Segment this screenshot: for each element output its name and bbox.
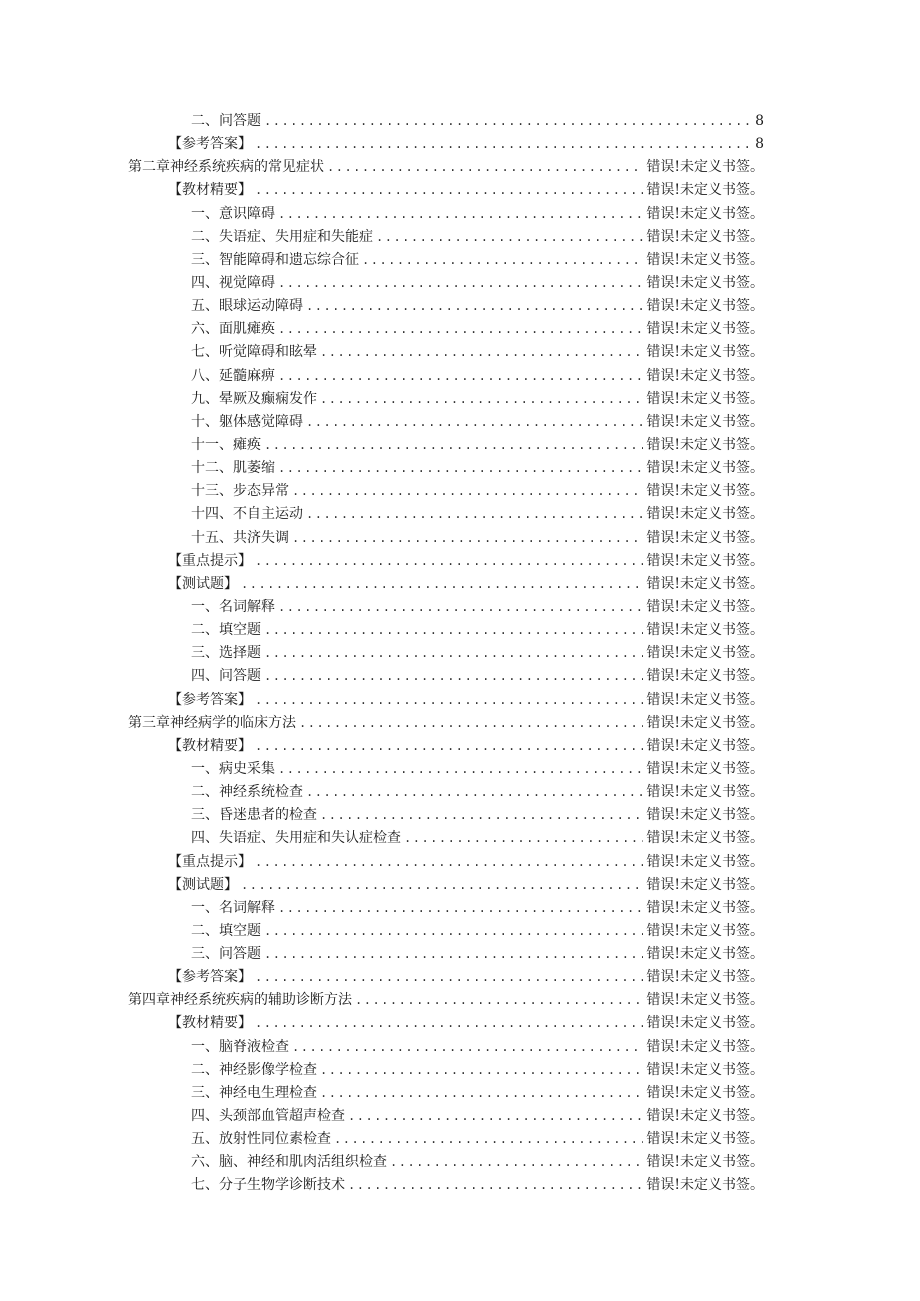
toc-entry-title: 【重点提示】 (168, 853, 252, 870)
toc-entry[interactable] (128, 596, 764, 619)
toc-dot-leader (348, 1105, 643, 1128)
toc-entry-page: 错误!未定义书签。 (646, 714, 764, 731)
toc-dot-leader (320, 1059, 643, 1082)
toc-entry-title: 【测试题】 (168, 876, 238, 893)
toc-dot-leader (264, 110, 752, 133)
toc-entry-title: 二、失语症、失用症和失能症 (191, 228, 373, 245)
toc-entry-page: 错误!未定义书签。 (646, 1108, 764, 1125)
toc-entry[interactable] (128, 897, 764, 920)
toc-dot-leader (255, 689, 643, 712)
toc-entry-page: 错误!未定义书签。 (646, 436, 764, 453)
toc-entry-page: 错误!未定义书签。 (646, 645, 764, 662)
toc-entry-page: 错误!未定义书签。 (646, 413, 764, 430)
toc-entry-title: 四、视觉障碍 (191, 274, 275, 291)
toc-entry-title: 四、失语症、失用症和失认症检查 (191, 830, 401, 847)
toc-entry[interactable] (128, 434, 764, 457)
toc-entry-title: 三、问答题 (191, 946, 261, 963)
toc-entry[interactable] (128, 804, 764, 827)
toc-dot-leader (278, 897, 643, 920)
toc-entry-title: 二、填空题 (191, 922, 261, 939)
toc-entry-title: 四、问答题 (191, 668, 261, 685)
toc-entry-page: 错误!未定义书签。 (646, 575, 764, 592)
toc-dot-leader (292, 527, 643, 550)
toc-entry-title: 一、病史采集 (191, 760, 275, 777)
toc-entry-title: 三、昏迷患者的检查 (191, 807, 317, 824)
toc-entry-title: 二、问答题 (191, 113, 261, 129)
toc-entry-page: 错误!未定义书签。 (646, 622, 764, 639)
toc-entry[interactable] (128, 411, 764, 434)
toc-entry-page: 错误!未定义书签。 (646, 1061, 764, 1078)
toc-dot-leader (320, 341, 643, 364)
toc-entry[interactable] (128, 341, 764, 364)
toc-entry[interactable] (128, 457, 764, 480)
toc-entry-title: 八、延髓麻痹 (191, 367, 275, 384)
toc-entry-title: 五、眼球运动障碍 (191, 298, 303, 315)
toc-entry[interactable] (128, 527, 764, 550)
toc-dot-leader (306, 781, 643, 804)
toc-entry-page: 错误!未定义书签。 (646, 1038, 764, 1055)
toc-entry-page: 错误!未定义书签。 (646, 876, 764, 893)
toc-dot-leader (241, 573, 643, 596)
toc-entry-title: 四、头颈部血管超声检查 (191, 1108, 345, 1125)
toc-entry[interactable] (128, 1082, 764, 1105)
toc-entry-title: 六、脑、神经和肌肉活组织检查 (191, 1154, 387, 1171)
toc-dot-leader (278, 758, 643, 781)
toc-entry[interactable] (128, 480, 764, 503)
toc-dot-leader (264, 943, 643, 966)
toc-dot-leader (306, 411, 643, 434)
toc-dot-leader (404, 827, 643, 850)
table-of-contents (128, 110, 764, 1198)
toc-entry-title: 十、躯体感觉障碍 (191, 413, 303, 430)
toc-entry[interactable] (128, 179, 764, 202)
toc-dot-leader (299, 712, 643, 735)
toc-entry-title: 十二、肌萎缩 (191, 460, 275, 477)
toc-dot-leader (241, 874, 643, 897)
toc-dot-leader (390, 1151, 643, 1174)
toc-entry[interactable] (128, 1151, 764, 1174)
toc-entry[interactable] (128, 712, 764, 735)
toc-entry[interactable] (128, 1059, 764, 1082)
toc-dot-leader (278, 596, 643, 619)
toc-entry-title: 七、听觉障碍和眩晕 (191, 344, 317, 361)
toc-entry-title: 一、意识障碍 (191, 205, 275, 222)
toc-entry-page: 8 (755, 136, 764, 153)
toc-entry-page: 错误!未定义书签。 (646, 598, 764, 615)
toc-entry-title: 十四、不自主运动 (191, 506, 303, 523)
toc-entry-page: 错误!未定义书签。 (646, 830, 764, 847)
toc-entry-title: 【参考答案】 (168, 969, 252, 986)
toc-entry-page: 错误!未定义书签。 (646, 1177, 764, 1194)
toc-dot-leader (334, 1128, 643, 1151)
toc-entry-title: 第四章神经系统疾病的辅助诊断方法 (128, 992, 352, 1009)
toc-entry[interactable] (128, 689, 764, 712)
toc-entry-page: 错误!未定义书签。 (646, 182, 764, 199)
toc-entry-page: 错误!未定义书签。 (646, 529, 764, 546)
toc-entry-title: 一、名词解释 (191, 598, 275, 615)
toc-entry[interactable] (128, 550, 764, 573)
toc-dot-leader (278, 457, 643, 480)
toc-entry-title: 三、神经电生理检查 (191, 1084, 317, 1101)
toc-entry-page: 错误!未定义书签。 (646, 251, 764, 268)
toc-entry-page: 错误!未定义书签。 (646, 298, 764, 315)
toc-entry-page: 错误!未定义书签。 (646, 390, 764, 407)
toc-entry[interactable] (128, 781, 764, 804)
toc-entry-page: 错误!未定义书签。 (646, 367, 764, 384)
toc-dot-leader (292, 480, 643, 503)
toc-entry[interactable] (128, 156, 764, 179)
toc-entry-title: 十五、共济失调 (191, 529, 289, 546)
toc-dot-leader (255, 133, 752, 156)
toc-dot-leader (306, 503, 643, 526)
toc-entry-title: 九、晕厥及癫痫发作 (191, 390, 317, 407)
toc-entry[interactable] (128, 920, 764, 943)
toc-entry-title: 【教材精要】 (168, 182, 252, 199)
toc-entry-page: 错误!未定义书签。 (646, 506, 764, 523)
toc-dot-leader (255, 851, 643, 874)
toc-entry-page: 错误!未定义书签。 (646, 691, 764, 708)
toc-entry-title: 六、面肌瘫痪 (191, 321, 275, 338)
toc-dot-leader (278, 365, 643, 388)
toc-entry[interactable] (128, 318, 764, 341)
toc-entry-title: 十一、瘫痪 (191, 436, 261, 453)
toc-entry[interactable] (128, 851, 764, 874)
toc-entry-page: 错误!未定义书签。 (646, 922, 764, 939)
toc-entry[interactable] (128, 249, 764, 272)
toc-entry[interactable] (128, 365, 764, 388)
toc-entry[interactable] (128, 758, 764, 781)
toc-entry[interactable] (128, 619, 764, 642)
toc-dot-leader (278, 272, 643, 295)
toc-entry-page: 错误!未定义书签。 (646, 205, 764, 222)
toc-dot-leader (264, 642, 643, 665)
toc-entry-title: 【重点提示】 (168, 552, 252, 569)
toc-entry-page: 错误!未定义书签。 (646, 668, 764, 685)
toc-entry[interactable] (128, 1105, 764, 1128)
toc-entry-title: 【测试题】 (168, 575, 238, 592)
toc-entry-page: 错误!未定义书签。 (646, 1154, 764, 1171)
toc-entry-page: 错误!未定义书签。 (646, 274, 764, 291)
toc-entry[interactable] (128, 1128, 764, 1151)
toc-entry-title: 【教材精要】 (168, 737, 252, 754)
toc-dot-leader (255, 179, 643, 202)
toc-entry-page: 错误!未定义书签。 (646, 807, 764, 824)
toc-entry[interactable] (128, 573, 764, 596)
toc-entry[interactable] (128, 735, 764, 758)
toc-entry[interactable] (128, 272, 764, 295)
toc-dot-leader (255, 550, 643, 573)
toc-entry[interactable] (128, 827, 764, 850)
toc-entry[interactable] (128, 226, 764, 249)
toc-entry[interactable] (128, 203, 764, 226)
toc-entry-page: 8 (755, 113, 764, 129)
toc-entry-page: 错误!未定义书签。 (646, 1131, 764, 1148)
toc-entry-title: 【教材精要】 (168, 1015, 252, 1032)
toc-entry-page: 错误!未定义书签。 (646, 760, 764, 777)
toc-entry[interactable] (128, 966, 764, 989)
toc-entry-title: 二、填空题 (191, 622, 261, 639)
toc-entry-title: 二、神经系统检查 (191, 784, 303, 801)
toc-entry-page: 错误!未定义书签。 (646, 992, 764, 1009)
toc-dot-leader (320, 1082, 643, 1105)
toc-entry[interactable] (128, 295, 764, 318)
toc-entry-title: 二、神经影像学检查 (191, 1061, 317, 1078)
toc-dot-leader (264, 434, 643, 457)
toc-entry-page: 错误!未定义书签。 (646, 321, 764, 338)
toc-dot-leader (264, 920, 643, 943)
toc-entry-page: 错误!未定义书签。 (646, 969, 764, 986)
toc-entry-page: 错误!未定义书签。 (646, 228, 764, 245)
toc-entry-page: 错误!未定义书签。 (646, 483, 764, 500)
toc-dot-leader (376, 226, 643, 249)
toc-dot-leader (306, 295, 643, 318)
toc-dot-leader (278, 203, 643, 226)
toc-dot-leader (278, 318, 643, 341)
toc-entry-title: 三、选择题 (191, 645, 261, 662)
toc-entry[interactable] (128, 642, 764, 665)
toc-dot-leader (327, 156, 643, 179)
toc-entry-page: 错误!未定义书签。 (646, 946, 764, 963)
toc-entry-page: 错误!未定义书签。 (646, 344, 764, 361)
toc-entry-page: 错误!未定义书签。 (646, 899, 764, 916)
toc-dot-leader (320, 388, 643, 411)
toc-entry-title: 三、智能障碍和遗忘综合征 (191, 251, 359, 268)
toc-entry[interactable] (128, 1012, 764, 1035)
toc-entry-page: 错误!未定义书签。 (646, 737, 764, 754)
toc-entry[interactable] (128, 133, 764, 156)
toc-dot-leader (255, 735, 643, 758)
toc-entry-page: 错误!未定义书签。 (646, 552, 764, 569)
toc-dot-leader (255, 966, 643, 989)
toc-entry-page: 错误!未定义书签。 (646, 784, 764, 801)
toc-dot-leader (264, 665, 643, 688)
toc-entry-page: 错误!未定义书签。 (646, 460, 764, 477)
toc-entry[interactable] (128, 943, 764, 966)
toc-dot-leader (292, 1036, 643, 1059)
toc-entry-page: 错误!未定义书签。 (646, 1084, 764, 1101)
toc-entry-title: 一、脑脊液检查 (191, 1038, 289, 1055)
toc-entry[interactable] (128, 989, 764, 1012)
toc-entry-title: 【参考答案】 (168, 691, 252, 708)
toc-entry[interactable] (128, 110, 764, 133)
toc-entry[interactable] (128, 874, 764, 897)
toc-dot-leader (362, 249, 643, 272)
toc-dot-leader (348, 1174, 643, 1197)
toc-entry-title: 第三章神经病学的临床方法 (128, 714, 296, 731)
toc-entry-title: 一、名词解释 (191, 899, 275, 916)
toc-entry-title: 第二章神经系统疾病的常见症状 (128, 159, 324, 176)
toc-entry[interactable] (128, 1036, 764, 1059)
toc-entry[interactable] (128, 665, 764, 688)
toc-dot-leader (264, 619, 643, 642)
toc-dot-leader (355, 989, 643, 1012)
toc-entry-page: 错误!未定义书签。 (646, 159, 764, 176)
toc-dot-leader (255, 1012, 643, 1035)
toc-entry-title: 十三、步态异常 (191, 483, 289, 500)
toc-entry-title: 五、放射性同位素检查 (191, 1131, 331, 1148)
toc-entry-page: 错误!未定义书签。 (646, 853, 764, 870)
toc-entry-page: 错误!未定义书签。 (646, 1015, 764, 1032)
toc-entry-title: 七、分子生物学诊断技术 (191, 1177, 345, 1194)
toc-entry[interactable] (128, 1174, 764, 1197)
toc-entry-title: 【参考答案】 (168, 136, 252, 153)
toc-entry[interactable] (128, 503, 764, 526)
toc-dot-leader (320, 804, 643, 827)
toc-entry[interactable] (128, 388, 764, 411)
